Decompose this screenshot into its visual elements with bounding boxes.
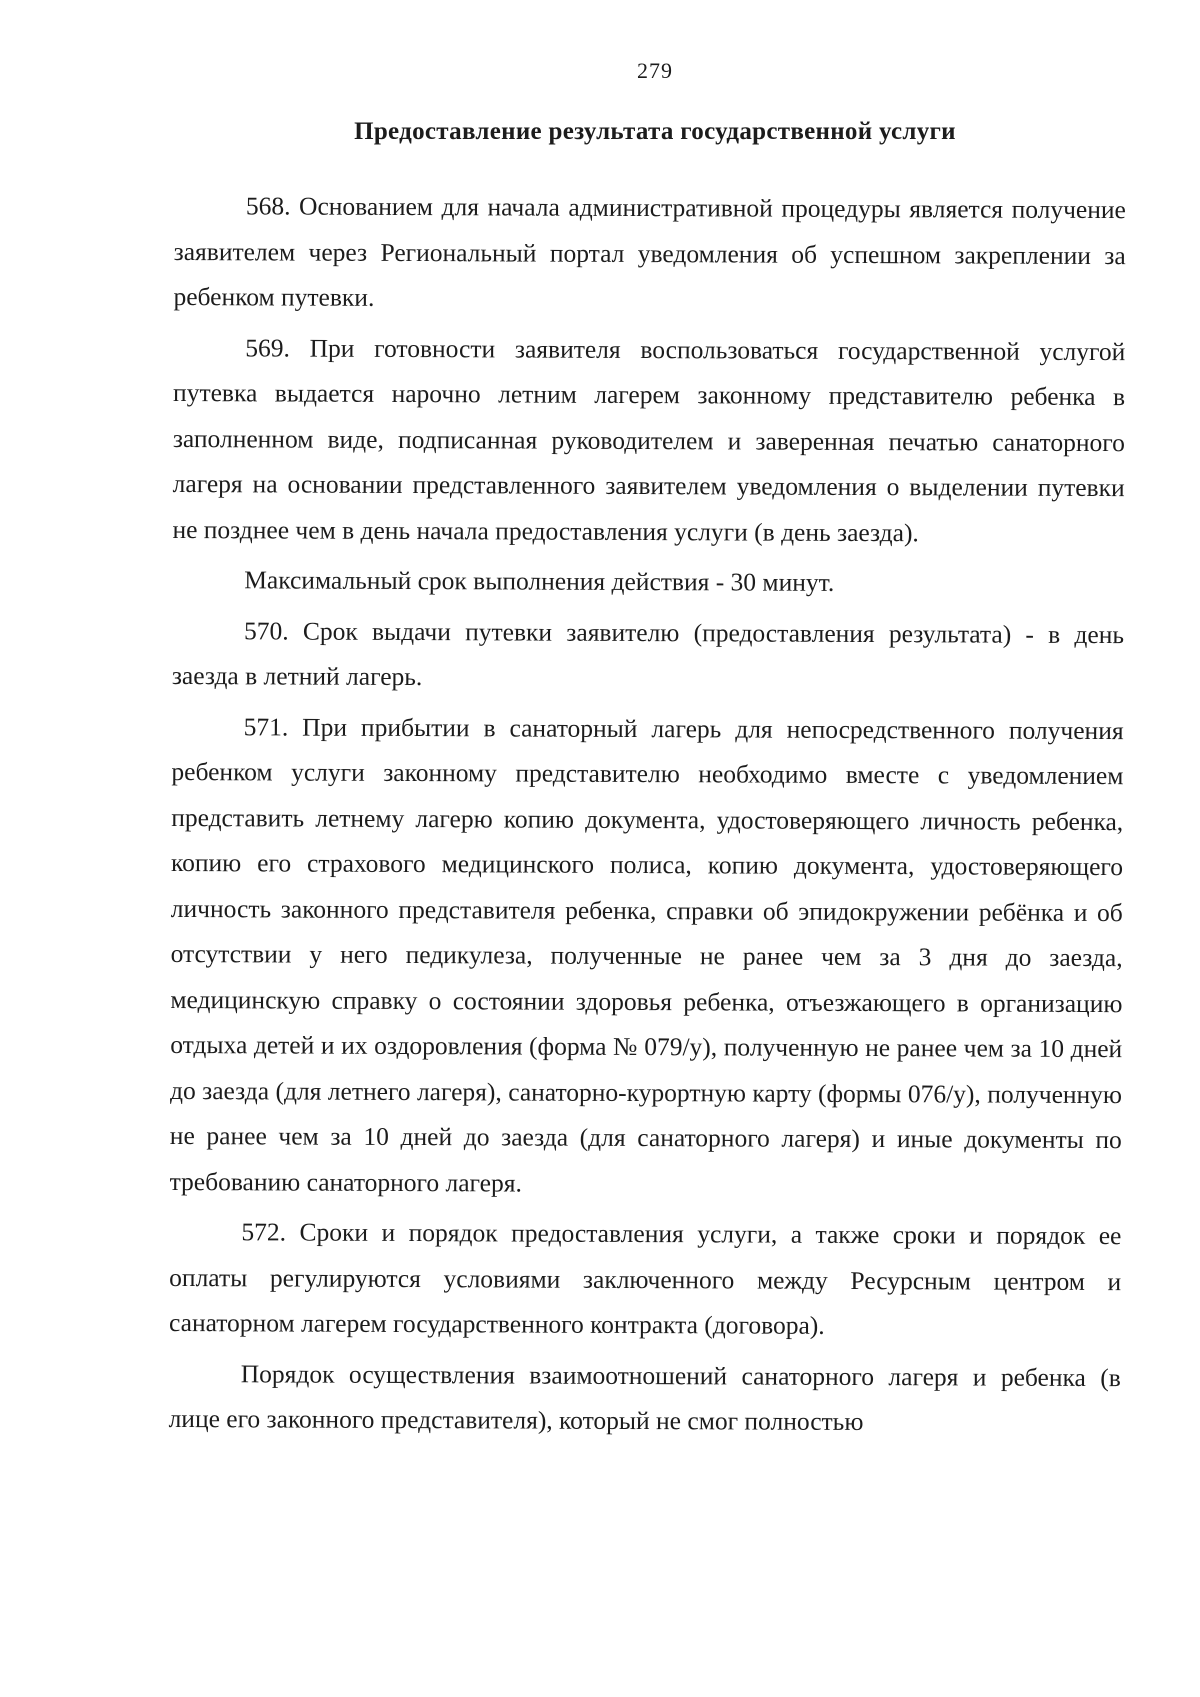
paragraph-max-time: Максимальный срок выполнения действия - 30 минут. xyxy=(244,565,835,597)
paragraph-571: 571. При прибытии в санаторный лагерь для непосредственного получения ребенком услуги законному представителю необходимо вместе с уведомлением представить летнему лагерю копию документа, удостоверяющего личность ребенка, копию его страхового медицинского полиса, копию документа, удостоверяющего личность законного представителя ребенка, справки об эпидокружении ребёнка и об отсутствии у него педикулеза, полученные не ранее чем за 3 дня до заезда, медицинскую справку о состоянии здоровья ребенка, отъезжающего в организацию отдыха детей и их оздоровления (форма № 079/у), полученную не ранее чем за 10 дней до заезда (для летнего лагеря), санаторно-курортную карту (формы 076/у), полученную не ранее чем за 10 дней до заезда (для санаторного лагеря) и иные документы по требованию санаторного лагеря. xyxy=(169,711,1124,1198)
section-title: Предоставление результата государственной услуги xyxy=(354,118,956,145)
page-number: 279 xyxy=(637,58,673,83)
paragraph-568: 568. Основанием для начала административной процедуры является получение заявителем через Региональный портал уведомления об успешном закреплении за ребенком путевки. xyxy=(173,191,1126,312)
paragraph-569: 569. При готовности заявителя воспользоваться государственной услугой путевка выдается нарочно летним лагерем законному представителю ребенка в заполненном виде, подписанная руководителем и заверенная печатью санаторного лагеря на основании представленного заявителем уведомления о выделении путевки не позднее чем в день начала предоставления услуги (в день заезда). xyxy=(172,332,1126,547)
paragraph-572: 572. Сроки и порядок предоставления услуги, а также сроки и порядок ее оплаты регулируются условиями заключенного между Ресурсным центром и санаторном лагерем государственного контракта (договора). xyxy=(168,1217,1122,1340)
document-body xyxy=(168,183,1126,1451)
paragraph-procedure: Порядок осуществления взаимоотношений санаторного лагеря и ребенка (в лице его законного представителя), который не смог полностью xyxy=(168,1358,1121,1437)
paragraph-570: 570. Срок выдачи путевки заявителю (предоставления результата) - в день заезда в летний лагерь. xyxy=(171,615,1125,692)
